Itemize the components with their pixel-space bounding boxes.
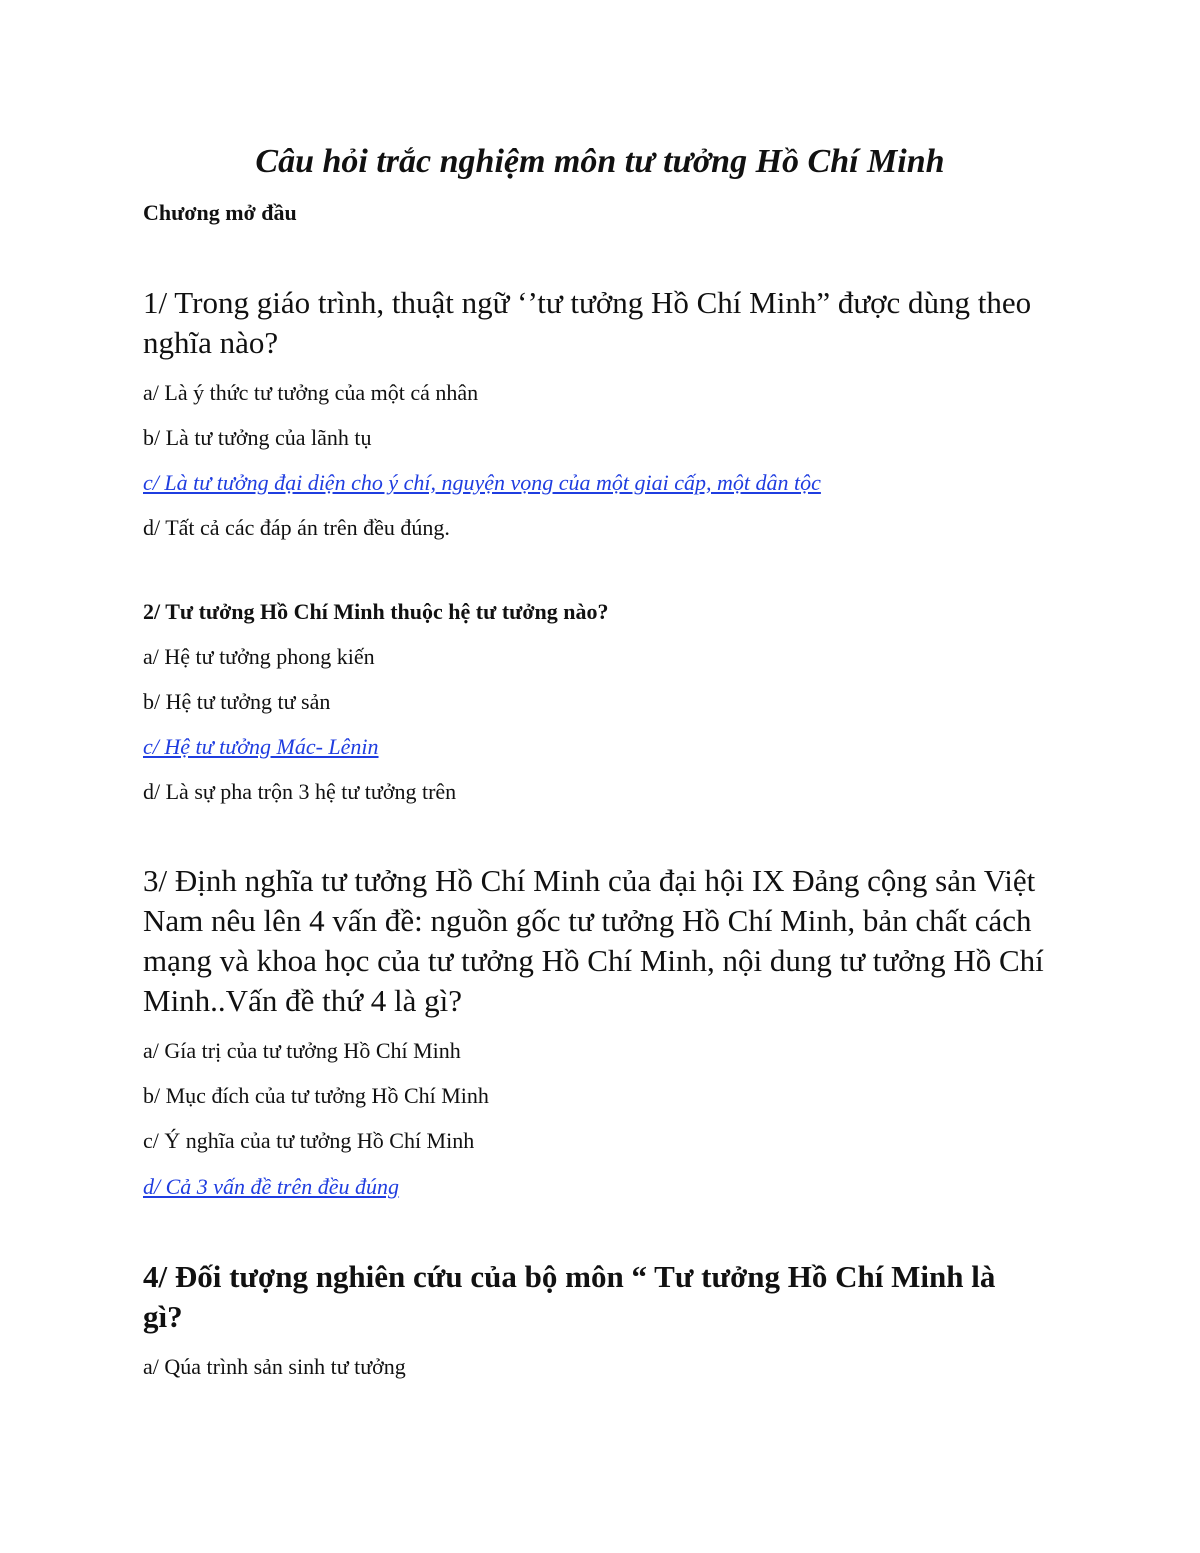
chapter-heading: Chương mở đầu	[143, 200, 297, 225]
question-1-option-a: a/ Là ý thức tư tưởng của một cá nhân	[143, 380, 479, 405]
question-2-option-a: a/ Hệ tư tưởng phong kiến	[143, 644, 375, 669]
question-4: 4/ Đối tượng nghiên cứu của bộ môn “ Tư tưởng Hồ Chí Minh là gì?	[143, 1259, 996, 1334]
question-2: 2/ Tư tưởng Hồ Chí Minh thuộc hệ tư tưởng nào?	[143, 599, 609, 624]
question-3-option-a: a/ Gía trị của tư tưởng Hồ Chí Minh	[143, 1038, 461, 1063]
question-1: 1/ Trong giáo trình, thuật ngữ ‘’tư tưởng Hồ Chí Minh” được dùng theo nghĩa nào?	[143, 285, 1032, 360]
question-3-option-d-correct-link[interactable]: d/ Cả 3 vấn đề trên đều đúng	[143, 1174, 400, 1199]
question-2-option-b: b/ Hệ tư tưởng tư sản	[143, 689, 331, 714]
question-2-option-c-correct-link[interactable]: c/ Hệ tư tưởng Mác- Lênin	[143, 734, 379, 759]
question-3: 3/ Định nghĩa tư tưởng Hồ Chí Minh của đại hội IX Đảng cộng sản Việt Nam nêu lên 4 vấn đề: nguồn gốc tư tưởng Hồ Chí Minh, bản chất cách mạng và khoa học của tư tưởng Hồ Chí Minh, nội dung tư tưởng Hồ Chí Minh..Vấn đề thứ 4 là gì?	[143, 863, 1044, 1018]
question-4-option-a: a/ Qúa trình sản sinh tư tưởng	[143, 1354, 406, 1379]
question-1-option-c-correct-link[interactable]: c/ Là tư tưởng đại diện cho ý chí, nguyện vọng của một giai cấp, một dân tộc	[143, 470, 821, 495]
question-3-option-c: c/ Ý nghĩa của tư tưởng Hồ Chí Minh	[143, 1128, 475, 1153]
question-2-option-d: d/ Là sự pha trộn 3 hệ tư tưởng trên	[143, 779, 457, 804]
question-1-option-d: d/ Tất cả các đáp án trên đều đúng.	[143, 515, 450, 540]
question-1-option-b: b/ Là tư tưởng của lãnh tụ	[143, 425, 372, 450]
document-title: Câu hỏi trắc nghiệm môn tư tưởng Hồ Chí Minh	[255, 143, 945, 180]
question-3-option-b: b/ Mục đích của tư tưởng Hồ Chí Minh	[143, 1083, 489, 1108]
